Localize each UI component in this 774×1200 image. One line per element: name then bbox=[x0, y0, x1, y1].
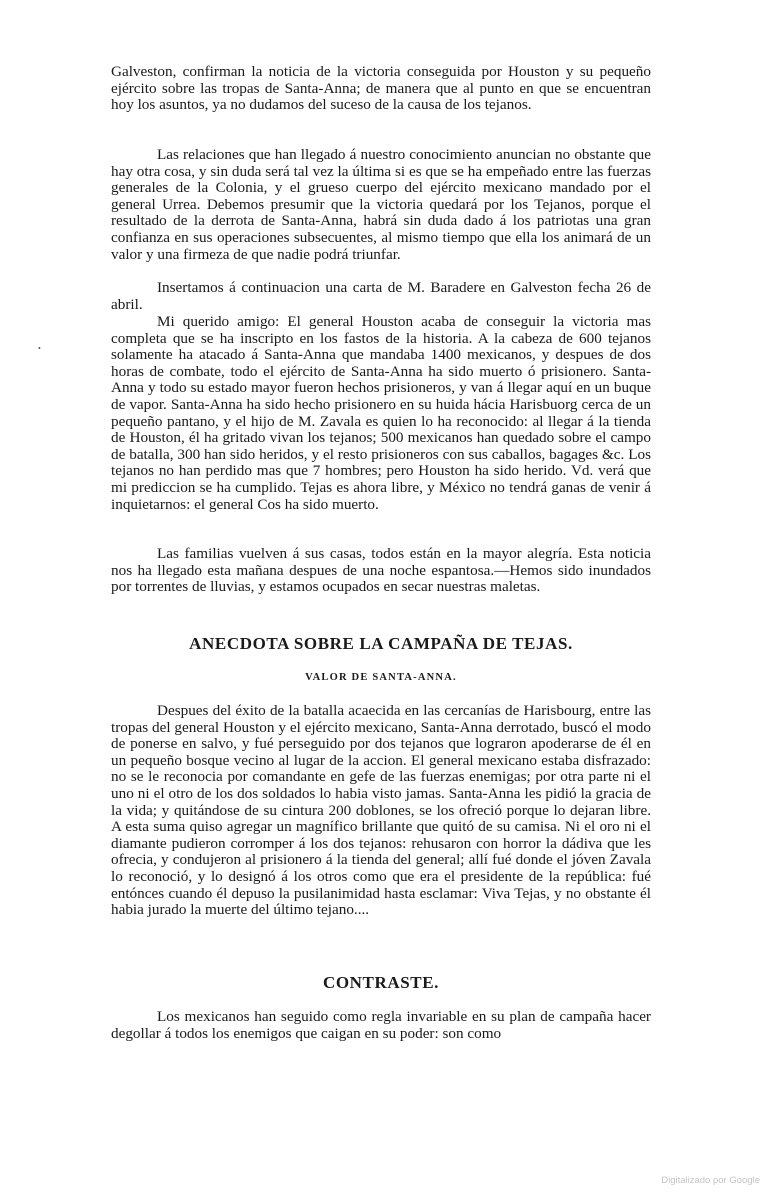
paragraph-insertamos: Insertamos á continuacion una carta de M. Baradere en Galveston fecha 26 de abril. bbox=[111, 279, 651, 313]
paragraph-anecdote: Despues del éxito de la batalla acaecida en las cercanías de Harisbourg, entre las tropas del general Houston y el ejército mexicano, Santa-Anna derrotado, buscó el modo de ponerse en salvo, y fué perseguido por dos tejanos que lograron apoderarse de él en un pequeño bosque vecino al lugar de la accion. El general mexicano estaba disfrazado: no se le reconocia por comandante en gefe de las fuerzas enemigas; por otra parte ni el uno ni el otro de los dos soldados lo habia visto jamas. Santa-Anna les pidió la gracia de la vida; y quitándose de su cintura 200 doblones, se los ofreció porque lo dejaran libre. A esta suma quiso agregar un magnífico brillante que quitó de su camisa. Ni el oro ni el diamante pudieron corromper á los dos tejanos: rehusaron con horror la dádiva que les ofrecia, y condujeron al prisionero á la tienda del general; allí fué donde el jóven Zavala lo reconoció, y lo designó á los otros como que era el presidente de la república: fué entónces cuando él depuso la pusilanimidad hasta esclamar: Viva Tejas, y no obstante él habia jurado la muerte del último tejano.... bbox=[111, 702, 651, 919]
anecdote-subheading: VALOR DE SANTA-ANNA. bbox=[305, 672, 457, 683]
document-page bbox=[111, 64, 651, 1042]
paragraph-contraste: Los mexicanos han seguido como regla invariable en su plan de campaña hacer degollar á todos los enemigos que caigan en su poder: son como bbox=[111, 1008, 651, 1042]
paragraph-galveston: Galveston, confirman la noticia de la victoria conseguida por Houston y su pequeño ejército sobre las tropas de Santa-Anna; de manera que al punto en que se encuentran hoy los asuntos, ya no dudamos del suceso de la causa de los tejanos. bbox=[111, 63, 651, 114]
paragraph-letter: Mi querido amigo: El general Houston acaba de conseguir la victoria mas completa que se ha inscripto en los fastos de la historia. A la cabeza de 600 tejanos solamente ha atacado á Santa-Anna que mandaba 1400 mexicanos, y despues de dos horas de combate, todo el ejército de Santa-Anna ha sido muerto ó prisionero. Santa-Anna y todo su estado mayor fueron hechos prisioneros, y van á llegar aquí en un buque de vapor. Santa-Anna ha sido hecho prisionero en su huida hácia Harisbuorg cerca de un pequeño pantano, y el hijo de M. Zavala es quien lo ha reconocido: al llegar á la tienda de Houston, él ha gritado vivan los tejanos; 500 mexicanos han quedado sobre el campo de batalla, 300 han sido heridos, y el resto prisioneros con sus caballos, bagages &c. Los tejanos no han perdido mas que 7 hombres; pero Houston ha sido herido. Vd. verá que mi prediccion se ha cumplido. Tejas es ahora libre, y México no tendrá ganas de venir á inquietarnos: el general Cos ha sido muerto. bbox=[111, 313, 651, 513]
watermark: Digitalizado por Google bbox=[661, 1175, 760, 1186]
paragraph-familias: Las familias vuelven á sus casas, todos están en la mayor alegría. Esta noticia nos ha llegado esta mañana despues de una noche espantosa.—Hemos sido inundados por torrentes de lluvias, y estamos ocupados en secar nuestras maletas. bbox=[111, 545, 651, 596]
margin-mark: • bbox=[38, 344, 41, 353]
anecdote-heading: ANECDOTA SOBRE LA CAMPAÑA DE TEJAS. bbox=[189, 634, 573, 653]
contraste-heading: CONTRASTE. bbox=[322, 973, 440, 992]
paragraph-relaciones: Las relaciones que han llegado á nuestro conocimiento anuncian no obstante que hay otra cosa, y sin duda será tal vez la última si es que se ha empeñado entre las fuerzas generales de la Colonia, y el grueso cuerpo del ejército mexicano mandado por el general Urrea. Debemos presumir que la victoria quedará por los Tejanos, porque el resultado de la derrota de Santa-Anna, habrá sin duda dado á los patriotas una gran confianza en sus operaciones subsecuentes, al mismo tiempo que ella los animará de un valor y una firmeza de que nadie podrá triunfar. bbox=[111, 146, 651, 263]
